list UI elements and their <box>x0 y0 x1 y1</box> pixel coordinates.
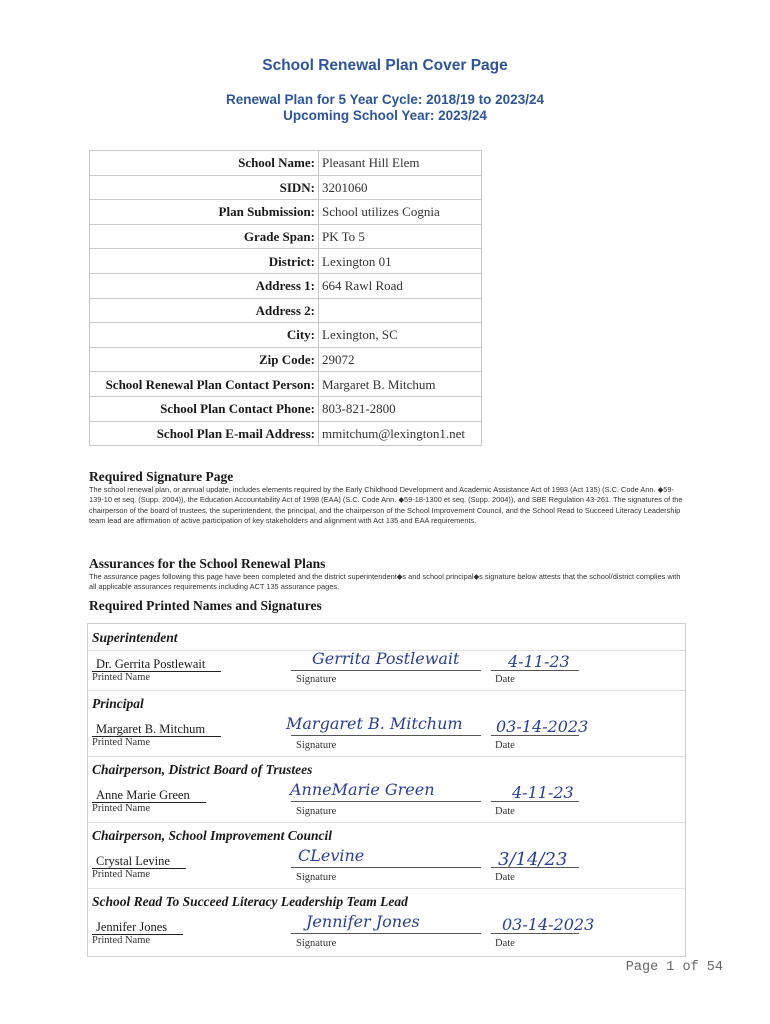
divider <box>88 822 685 823</box>
handwritten-signature: CLevine <box>298 846 365 865</box>
table-row <box>90 224 482 249</box>
divider <box>88 690 685 691</box>
printed-name-caption: Printed Name <box>92 803 151 814</box>
signature-caption: Signature <box>296 938 337 949</box>
school-info-table <box>89 150 482 446</box>
field-value: 29072 <box>319 347 482 372</box>
field-value: Lexington, SC <box>319 323 482 348</box>
field-label: Zip Code: <box>90 347 319 372</box>
divider <box>88 888 685 889</box>
table-row <box>90 347 482 372</box>
printed-name-caption: Printed Name <box>92 737 151 748</box>
page-indicator: Page 1 of 54 <box>625 960 723 975</box>
field-label: Plan Submission: <box>90 200 319 225</box>
printed-name <box>92 657 221 672</box>
field-label: School Plan Contact Phone: <box>90 396 319 421</box>
assurances-heading: Assurances for the School Renewal Plans <box>89 556 326 571</box>
field-value: 664 Rawl Road <box>319 273 482 298</box>
signature-caption: Signature <box>296 872 337 883</box>
assurances-text: The assurance pages following this page have been completed and the district superintendent◆s and school principal◆s signature below attests that the school/district complies with all applicable assurances requirements including ACT 135 assurance pages. <box>89 572 681 592</box>
field-value <box>319 298 482 323</box>
signature-line <box>291 867 481 868</box>
printed-name-value: Dr. Gerrita Postlewait <box>92 657 221 672</box>
field-value: School utilizes Cognia <box>319 200 482 225</box>
signature-caption: Signature <box>296 806 337 817</box>
handwritten-date: 4-11-23 <box>512 783 574 802</box>
required-signature-heading: Required Signature Page <box>89 469 234 484</box>
table-row <box>90 273 482 298</box>
field-label: School Plan E-mail Address: <box>90 421 319 446</box>
printed-name <box>92 854 186 869</box>
field-label: District: <box>90 249 319 274</box>
printed-name-caption: Printed Name <box>92 869 151 880</box>
signature-line <box>291 801 481 802</box>
handwritten-date: 4-11-23 <box>508 652 570 671</box>
role-heading: School Read To Succeed Literacy Leadership Team Lead <box>92 894 408 909</box>
printed-name <box>92 788 206 803</box>
role-heading: Chairperson, School Improvement Council <box>92 828 333 843</box>
divider <box>88 756 685 757</box>
table-row <box>90 323 482 348</box>
handwritten-date: 3/14/23 <box>498 849 568 870</box>
field-value: Margaret B. Mitchum <box>319 372 482 397</box>
date-caption: Date <box>495 674 515 685</box>
table-row <box>90 372 482 397</box>
required-signature-text: The school renewal plan, or annual update, includes elements required by the Early Childhood Development and Academic Assistance Act of 1993 (Act 135) (S.C. Code Ann. ◆59-139-10 et seq. (Supp. 2004)), the Education Accountability Act of 1998 (EAA) (S.C. Code Ann. ◆59-18-1300 et seq. (Supp. 2004)), and SBE Regulation 43-261. The signatures of the chairperson of the board of trustees, the superintendent, the principal, and the chairperson of the School Improvement Council, and the School Read to Succeed Literacy Leadership team lead are affirmation of active participation of key stakeholders and alignment with Act 135 and EAA requirements. <box>89 485 683 525</box>
table-row <box>90 421 482 446</box>
role-heading: Chairperson, District Board of Trustees <box>92 762 313 777</box>
handwritten-signature: Jennifer Jones <box>306 912 420 931</box>
printed-name-value: Margaret B. Mitchum <box>92 722 221 737</box>
field-label: School Renewal Plan Contact Person: <box>90 372 319 397</box>
field-label: Address 2: <box>90 298 319 323</box>
table-row <box>90 298 482 323</box>
table-row <box>90 249 482 274</box>
handwritten-date: 03-14-2023 <box>496 717 589 736</box>
date-caption: Date <box>495 938 515 949</box>
signature-line <box>291 933 481 934</box>
date-caption: Date <box>495 806 515 817</box>
signature-block <box>87 623 686 957</box>
handwritten-signature: Margaret B. Mitchum <box>286 714 463 733</box>
field-label: SIDN: <box>90 175 319 200</box>
role-heading: Principal <box>92 696 144 711</box>
field-label: Address 1: <box>90 273 319 298</box>
signature-line <box>291 735 481 736</box>
upcoming-year-subtitle: Upcoming School Year: 2023/24 <box>283 108 487 123</box>
printed-name-value: Crystal Levine <box>92 854 186 869</box>
signature-caption: Signature <box>296 740 337 751</box>
field-label: Grade Span: <box>90 224 319 249</box>
table-row <box>90 396 482 421</box>
table-row <box>90 200 482 225</box>
printed-name <box>92 722 221 737</box>
page-title: School Renewal Plan Cover Page <box>262 57 508 74</box>
signature-caption: Signature <box>296 674 337 685</box>
field-label: City: <box>90 323 319 348</box>
field-value: 3201060 <box>319 175 482 200</box>
field-value: PK To 5 <box>319 224 482 249</box>
field-value: Lexington 01 <box>319 249 482 274</box>
table-row <box>90 175 482 200</box>
printed-names-heading: Required Printed Names and Signatures <box>89 598 322 613</box>
table-row <box>90 151 482 176</box>
printed-name-caption: Printed Name <box>92 935 151 946</box>
field-value: Pleasant Hill Elem <box>319 151 482 176</box>
handwritten-date: 03-14-2023 <box>502 915 595 934</box>
field-value: 803-821-2800 <box>319 396 482 421</box>
printed-name-caption: Printed Name <box>92 672 151 683</box>
printed-name-value: Anne Marie Green <box>92 788 206 803</box>
signature-line <box>291 670 481 671</box>
handwritten-signature: Gerrita Postlewait <box>312 649 460 668</box>
field-value: mmitchum@lexington1.net <box>319 421 482 446</box>
printed-name-value: Jennifer Jones <box>92 920 183 935</box>
cycle-subtitle: Renewal Plan for 5 Year Cycle: 2018/19 to 2023/24 <box>226 92 544 107</box>
field-label: School Name: <box>90 151 319 176</box>
role-heading: Superintendent <box>92 630 178 645</box>
printed-name <box>92 920 183 935</box>
date-caption: Date <box>495 740 515 751</box>
handwritten-signature: AnneMarie Green <box>290 780 435 799</box>
date-caption: Date <box>495 872 515 883</box>
